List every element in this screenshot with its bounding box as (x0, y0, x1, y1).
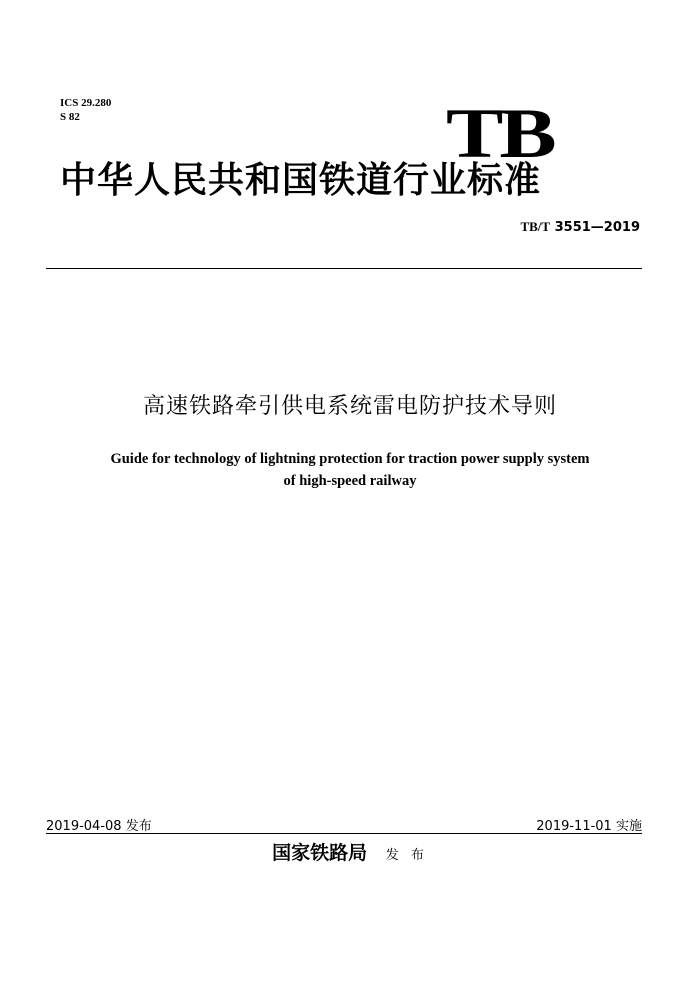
effective-date-value: 2019-11-01 (536, 819, 612, 834)
standard-code (470, 219, 640, 235)
ics-classification (60, 96, 111, 124)
issue-date (46, 815, 152, 834)
issue-label: 发布 (125, 819, 152, 834)
title-english-line1: Guide for technology of lightning protection for traction power supply system (110, 451, 590, 467)
top-divider (46, 268, 642, 269)
issuing-organization: 中华人民共和国铁道行业标准 (60, 159, 542, 201)
standard-code-prefix: TB/T (520, 219, 551, 234)
standard-code-number: 3551—2019 (554, 220, 640, 235)
title-english-line2: of high-speed railway (283, 473, 417, 489)
title-english (0, 448, 700, 492)
category-code: S 82 (60, 111, 80, 123)
title-chinese: 高速铁路牵引供电系统雷电防护技术导则 (142, 394, 557, 419)
effective-label: 实施 (615, 819, 642, 834)
effective-date (470, 815, 642, 834)
tb-logo: TB (446, 93, 553, 173)
publisher-name: 国家铁路局 (272, 842, 368, 864)
publisher-action: 发 布 (385, 848, 428, 863)
ics-code: ICS 29.280 (60, 97, 112, 109)
issue-date-value: 2019-04-08 (46, 819, 122, 834)
publisher (0, 838, 700, 865)
bottom-divider (46, 833, 642, 834)
